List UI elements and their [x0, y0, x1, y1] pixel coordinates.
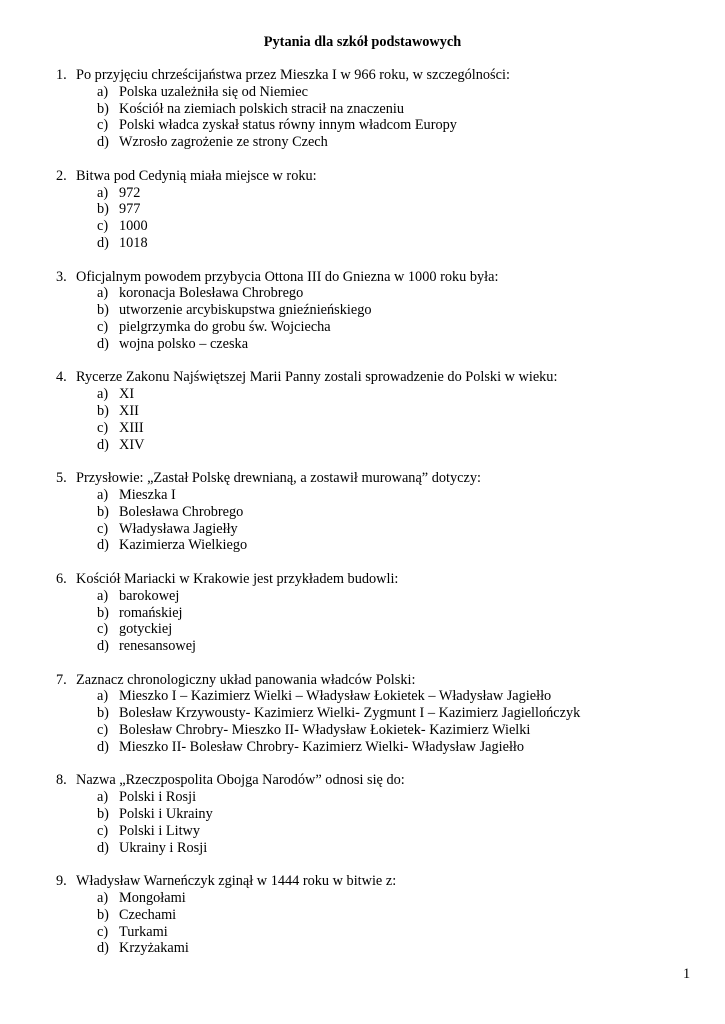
question-list — [56, 67, 696, 974]
answer-c — [97, 924, 696, 941]
answer-text: koronacja Bolesława Chrobrego — [119, 285, 304, 302]
answer-b — [97, 806, 696, 823]
answer-list — [56, 890, 696, 957]
answer-text: Polski i Litwy — [119, 822, 201, 839]
answer-d — [97, 739, 696, 756]
question-heading — [56, 168, 696, 185]
answer-letter: a) — [97, 890, 109, 907]
question-number: 9. — [56, 873, 67, 890]
answer-letter: a) — [97, 688, 109, 705]
answer-text: Bolesław Chrobry- Mieszko II- Władysław Łokietek- Kazimierz Wielki — [119, 722, 531, 739]
answer-b — [97, 302, 696, 319]
answer-d — [97, 437, 696, 454]
answer-c — [97, 420, 696, 437]
answer-d — [97, 537, 696, 554]
question-text: Zaznacz chronologiczny układ panowania władców Polski: — [76, 671, 416, 688]
answer-letter: d) — [97, 738, 109, 755]
answer-d — [97, 940, 696, 957]
answer-letter: c) — [97, 318, 109, 335]
question-heading — [56, 67, 696, 84]
answer-d — [97, 336, 696, 353]
answer-text: Mieszko I – Kazimierz Wielki – Władysław Łokietek – Władysław Jagiełło — [119, 688, 552, 705]
answer-text: Czechami — [119, 906, 177, 923]
answer-a — [97, 185, 696, 202]
page-number: 1 — [683, 966, 691, 982]
answer-letter: c) — [97, 218, 109, 235]
answer-text: Turkami — [119, 923, 168, 940]
answer-b — [97, 504, 696, 521]
answer-text: Polski i Rosji — [119, 789, 197, 806]
answer-c — [97, 621, 696, 638]
answer-text: Kazimierza Wielkiego — [119, 537, 248, 554]
answer-letter: b) — [97, 503, 109, 520]
answer-b — [97, 605, 696, 622]
question-number: 3. — [56, 268, 67, 285]
question-9 — [56, 873, 696, 957]
answer-letter: a) — [97, 486, 109, 503]
question-text: Oficjalnym powodem przybycia Ottona III do Gniezna w 1000 roku była: — [76, 268, 499, 285]
answer-letter: b) — [97, 201, 109, 218]
answer-letter: b) — [97, 402, 109, 419]
question-text: Bitwa pod Cedynią miała miejsce w roku: — [76, 167, 317, 184]
answer-letter: b) — [97, 604, 109, 621]
answer-letter: c) — [97, 822, 109, 839]
answer-text: gotyckiej — [119, 621, 173, 638]
answer-text: Wzrosło zagrożenie ze strony Czech — [119, 134, 328, 151]
answer-d — [97, 235, 696, 252]
answer-c — [97, 521, 696, 538]
question-2 — [56, 168, 696, 252]
question-number: 1. — [56, 67, 67, 83]
question-number: 2. — [56, 167, 67, 184]
answer-letter: d) — [97, 436, 109, 453]
answer-letter: d) — [97, 335, 109, 352]
answer-letter: c) — [97, 117, 109, 134]
question-heading — [56, 470, 696, 487]
question-text: Nazwa „Rzeczpospolita Obojga Narodów” odnosi się do: — [76, 772, 405, 789]
answer-letter: c) — [97, 923, 109, 940]
answer-text: Ukrainy i Rosji — [119, 839, 208, 856]
answer-text: XIII — [119, 419, 144, 436]
answer-c — [97, 722, 696, 739]
answer-text: Mieszko II- Bolesław Chrobry- Kazimierz Wielki- Władysław Jagiełło — [119, 738, 525, 755]
answer-letter: b) — [97, 906, 109, 923]
answer-letter: d) — [97, 638, 109, 655]
answer-letter: c) — [97, 419, 109, 436]
answer-letter: c) — [97, 621, 109, 638]
answer-letter: b) — [97, 705, 109, 722]
answer-letter: a) — [97, 386, 109, 403]
answer-letter: d) — [97, 134, 109, 151]
question-text: Po przyjęciu chrześcijaństwa przez Mieszka I w 966 roku, w szczególności: — [76, 67, 510, 83]
answer-letter: a) — [97, 83, 109, 100]
answer-c — [97, 218, 696, 235]
answer-d — [97, 134, 696, 151]
question-7 — [56, 672, 696, 756]
answer-a — [97, 588, 696, 605]
answer-a — [97, 890, 696, 907]
page-title: Pytania dla szkół podstawowych — [263, 34, 462, 50]
answer-a — [97, 487, 696, 504]
answer-letter: a) — [97, 789, 109, 806]
answer-a — [97, 789, 696, 806]
question-heading — [56, 672, 696, 689]
answer-b — [97, 101, 696, 118]
question-8 — [56, 772, 696, 856]
answer-text: Krzyżakami — [119, 940, 189, 957]
answer-a — [97, 285, 696, 302]
question-heading — [56, 772, 696, 789]
question-5 — [56, 470, 696, 554]
answer-text: 1000 — [119, 218, 148, 235]
question-number: 4. — [56, 369, 67, 386]
answer-list — [56, 285, 696, 352]
answer-b — [97, 403, 696, 420]
answer-a — [97, 386, 696, 403]
answer-list — [56, 789, 696, 856]
answer-list — [56, 487, 696, 554]
answer-b — [97, 705, 696, 722]
question-6 — [56, 571, 696, 655]
answer-text: pielgrzymka do grobu św. Wojciecha — [119, 318, 331, 335]
answer-letter: d) — [97, 940, 109, 957]
question-heading — [56, 269, 696, 286]
answer-c — [97, 823, 696, 840]
question-number: 8. — [56, 772, 67, 789]
answer-text: wojna polsko – czeska — [119, 335, 249, 352]
answer-letter: b) — [97, 806, 109, 823]
answer-text: XI — [119, 386, 135, 403]
answer-list — [56, 84, 696, 151]
answer-list — [56, 688, 696, 755]
answer-text: renesansowej — [119, 638, 197, 655]
answer-c — [97, 319, 696, 336]
question-heading — [56, 369, 696, 386]
answer-list — [56, 588, 696, 655]
answer-text: 1018 — [119, 234, 148, 251]
answer-text: Bolesław Krzywousty- Kazimierz Wielki- Zygmunt I – Kazimierz Jagiellończyk — [119, 705, 581, 722]
question-text: Rycerze Zakonu Najświętszej Marii Panny zostali sprowadzenie do Polski w wieku: — [76, 369, 558, 386]
answer-letter: b) — [97, 302, 109, 319]
question-4 — [56, 369, 696, 453]
answer-a — [97, 84, 696, 101]
answer-letter: a) — [97, 285, 109, 302]
answer-text: utworzenie arcybiskupstwa gnieźnieńskiego — [119, 302, 372, 319]
question-3 — [56, 269, 696, 353]
question-heading — [56, 571, 696, 588]
answer-text: romańskiej — [119, 604, 183, 621]
answer-text: Bolesława Chrobrego — [119, 503, 244, 520]
question-text: Przysłowie: „Zastał Polskę drewnianą, a zostawił murowaną” dotyczy: — [76, 470, 481, 487]
answer-text: barokowej — [119, 587, 180, 604]
answer-list — [56, 185, 696, 252]
question-1 — [56, 67, 696, 151]
question-text: Władysław Warneńczyk zginął w 1444 roku w bitwie z: — [76, 873, 397, 890]
answer-letter: c) — [97, 722, 109, 739]
answer-letter: a) — [97, 184, 109, 201]
answer-letter: c) — [97, 520, 109, 537]
answer-list — [56, 386, 696, 453]
answer-text: Polski władca zyskał status równy innym władcom Europy — [119, 117, 457, 134]
answer-letter: d) — [97, 234, 109, 251]
answer-c — [97, 117, 696, 134]
answer-a — [97, 688, 696, 705]
answer-text: Polski i Ukrainy — [119, 806, 213, 823]
answer-letter: b) — [97, 100, 109, 117]
question-heading — [56, 873, 696, 890]
answer-text: Mieszka I — [119, 486, 176, 503]
answer-text: Mongołami — [119, 890, 186, 907]
answer-text: XIV — [119, 436, 145, 453]
question-text: Kościół Mariacki w Krakowie jest przykładem budowli: — [76, 570, 399, 587]
answer-text: 977 — [119, 201, 141, 218]
answer-text: 972 — [119, 184, 141, 201]
answer-b — [97, 907, 696, 924]
question-number: 7. — [56, 671, 67, 688]
answer-text: Władysława Jagiełły — [119, 520, 238, 537]
answer-b — [97, 201, 696, 218]
answer-letter: a) — [97, 587, 109, 604]
answer-text: Kościół na ziemiach polskich stracił na znaczeniu — [119, 100, 405, 117]
answer-d — [97, 638, 696, 655]
question-number: 6. — [56, 570, 67, 587]
answer-text: XII — [119, 402, 139, 419]
question-number: 5. — [56, 470, 67, 487]
answer-d — [97, 840, 696, 857]
answer-text: Polska uzależniła się od Niemiec — [119, 83, 308, 100]
answer-letter: d) — [97, 839, 109, 856]
answer-letter: d) — [97, 537, 109, 554]
